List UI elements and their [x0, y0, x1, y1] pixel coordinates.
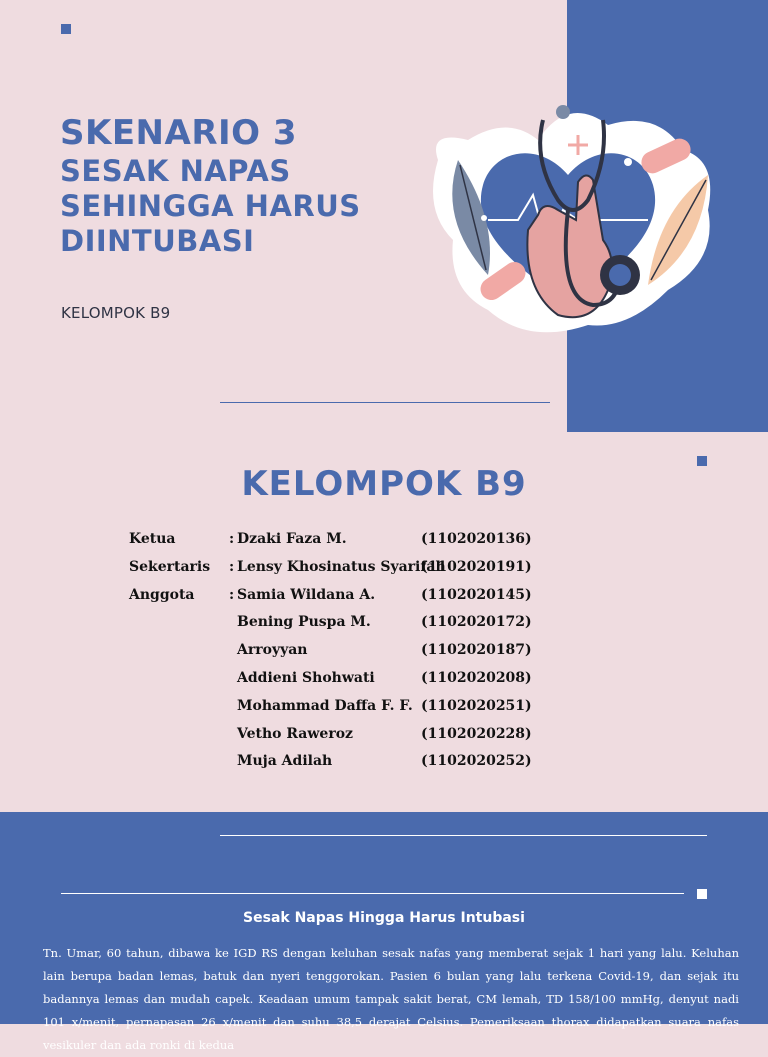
member-name: Vetho Raweroz — [237, 725, 353, 742]
member-list — [129, 528, 532, 778]
decorative-square — [697, 889, 707, 899]
member-row — [129, 723, 532, 751]
member-colon: : — [229, 586, 235, 603]
scenario-text: Tn. Umar, 60 tahun, dibawa ke IGD RS dengan keluhan sesak nafas yang memberat sejak 1 hari yang lalu. Keluhan lain berupa badan lemas, batuk dan nyeri tenggorokan. Pasien 6 bulan yang lalu terkena Covid-19, dan sejak itu badannya lemas dan mudah capek. Keadaan umum tampak sakit berat, CM lemah, TD 158/100 mmHg, denyut nadi 101 x/menit, pernapasan 26 x/menit dan suhu 38,5 derajat Celsius. Pemeriksaan thorax didapatkan suara nafas vesikuler dan ada ronki di kedua — [43, 946, 739, 1052]
member-row — [129, 556, 532, 584]
member-name: Arroyyan — [237, 642, 308, 659]
divider-line — [220, 402, 550, 403]
member-row — [129, 695, 532, 723]
divider-line — [61, 893, 684, 894]
member-id: (1102020136) — [421, 531, 532, 547]
member-id: (1102020191) — [421, 558, 532, 575]
member-id: (1102020208) — [421, 669, 532, 686]
member-id: (1102020172) — [421, 614, 532, 631]
cover-title — [60, 112, 420, 259]
member-id: (1102020251) — [421, 697, 532, 714]
member-role: Anggota — [129, 586, 195, 603]
member-colon: : — [229, 558, 235, 575]
member-id: (1102020145) — [421, 586, 532, 603]
title-line-4: DIINTUBASI — [60, 224, 255, 258]
member-role: Sekertaris — [129, 558, 211, 575]
member-name: Addieni Shohwati — [237, 669, 375, 686]
divider-line — [220, 835, 707, 836]
member-id: (1102020228) — [421, 725, 532, 742]
member-name: Bening Puspa M. — [237, 614, 371, 631]
title-line-3: SEHINGGA HARUS — [60, 189, 361, 223]
title-line-1: SKENARIO 3 — [60, 113, 298, 153]
member-name: Mohammad Daffa F. F. — [237, 697, 413, 714]
group-title: KELOMPOK B9 — [241, 464, 527, 504]
member-name: Dzaki Faza M. — [237, 531, 347, 547]
member-name: Lensy Khosinatus Syarifah — [237, 558, 446, 575]
member-row — [129, 750, 532, 778]
member-id: (1102020252) — [421, 753, 532, 770]
decorative-square — [61, 24, 71, 34]
member-name: Muja Adilah — [237, 753, 333, 770]
title-line-2: SESAK NAPAS — [60, 154, 291, 188]
member-row — [129, 611, 532, 639]
member-role: Ketua — [129, 531, 176, 547]
stethoscope-heart-icon — [418, 100, 718, 335]
member-row — [129, 584, 532, 612]
cover-subtitle: KELOMPOK B9 — [61, 304, 171, 322]
member-row — [129, 528, 532, 556]
member-name: Samia Wildana A. — [237, 586, 376, 603]
member-row — [129, 639, 532, 667]
member-row — [129, 667, 532, 695]
scenario-heading: Sesak Napas Hingga Harus Intubasi — [243, 910, 525, 926]
member-id: (1102020187) — [421, 642, 532, 659]
member-colon: : — [229, 531, 235, 547]
